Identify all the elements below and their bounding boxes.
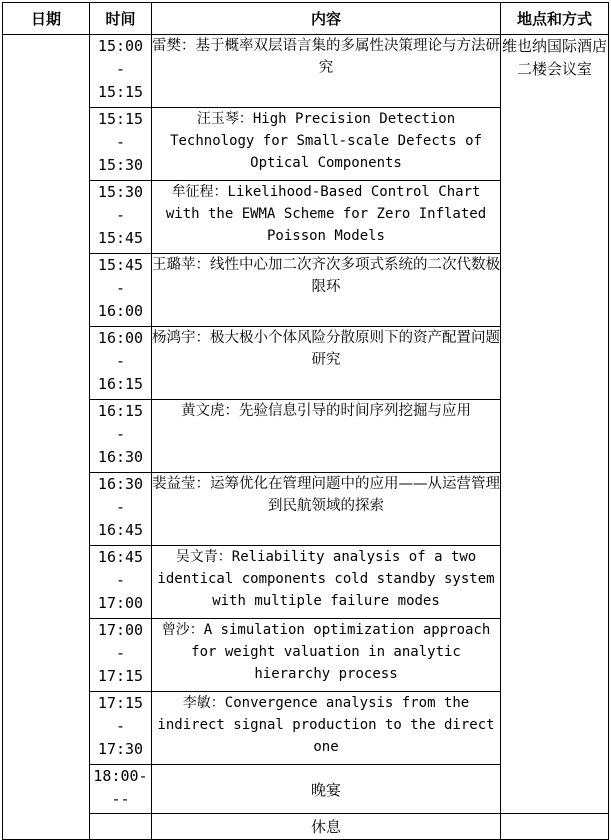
talk-content: 黄文虎：先验信息引导的时间序列挖掘与应用 [152,400,501,473]
time-start: 17:00 [97,621,144,639]
time-end: 15:45 [97,229,144,247]
venue-cell: 维也纳国际酒店二楼会议室 [501,35,609,814]
date-cell [3,35,90,840]
time-cell [90,35,152,108]
talk-content: 汪玉琴：High Precision Detection Technology for Small-scale Defects of Optical Components [152,108,501,181]
time-end: 17:15 [97,667,144,685]
talk-content: 牟征程：Likelihood-Based Control Chart with the EWMA Scheme for Zero Inflated Poisson Models [152,181,501,254]
time-sep: - [115,279,126,297]
time-cell [90,619,152,692]
time-start: 16:30 [97,475,144,493]
time-cell [90,181,152,254]
time-sep: - [115,133,126,151]
time-end: 16:45 [97,521,144,539]
time-end: 17:00 [97,594,144,612]
dinner-content: 晚宴 [152,765,501,814]
rest-venue [501,814,609,840]
time-start: 16:00 [97,329,144,347]
time-end: 16:15 [97,375,144,393]
time-cell [90,546,152,619]
rest-content: 休息 [152,814,501,840]
time-sep: - [115,60,126,78]
time-start: 16:45 [97,548,144,566]
talk-content: 王璐苹：线性中心加二次齐次多项式系统的二次代数极限环 [152,254,501,327]
time-cell [90,400,152,473]
time-cell [90,108,152,181]
talk-content: 李敏：Convergence analysis from the indirect signal production to the direct one [152,692,501,765]
time-end: 16:30 [97,448,144,466]
talk-content: 雷樊：基于概率双层语言集的多属性决策理论与方法研究 [152,35,501,108]
time-cell [90,254,152,327]
header-row [3,3,609,35]
talk-content: 曾沙：A simulation optimization approach for weight valuation in analytic hierarchy process [152,619,501,692]
time-start: 15:30 [97,183,144,201]
time-start: 15:45 [97,256,144,274]
time-sep: - [115,571,126,589]
time-sep: - [115,498,126,516]
rest-row [3,814,609,840]
time-start: 16:15 [97,402,144,420]
time-end: 15:15 [97,83,144,101]
dinner-time: 18:00--- [90,765,152,814]
time-end: 15:30 [97,156,144,174]
time-sep: - [115,717,126,735]
time-end: 17:30 [97,740,144,758]
date-header: 日期 [3,3,90,35]
time-sep: - [115,425,126,443]
time-sep: - [115,352,126,370]
time-start: 15:15 [97,110,144,128]
talk-content: 裴益莹：运筹优化在管理问题中的应用——从运营管理到民航领域的探索 [152,473,501,546]
table-row [3,35,609,108]
time-start: 17:15 [97,694,144,712]
time-cell [90,473,152,546]
time-start: 15:00 [97,37,144,55]
schedule-table [2,2,609,840]
time-sep: - [115,644,126,662]
talk-content: 吴文青：Reliability analysis of a two identical components cold standby system with multiple failure modes [152,546,501,619]
venue-header: 地点和方式 [501,3,609,35]
time-header: 时间 [90,3,152,35]
time-end: 16:00 [97,302,144,320]
time-sep: - [115,206,126,224]
rest-time [90,814,152,840]
time-cell [90,327,152,400]
time-cell [90,692,152,765]
content-header: 内容 [152,3,501,35]
talk-content: 杨鸿宇：极大极小个体风险分散原则下的资产配置问题研究 [152,327,501,400]
